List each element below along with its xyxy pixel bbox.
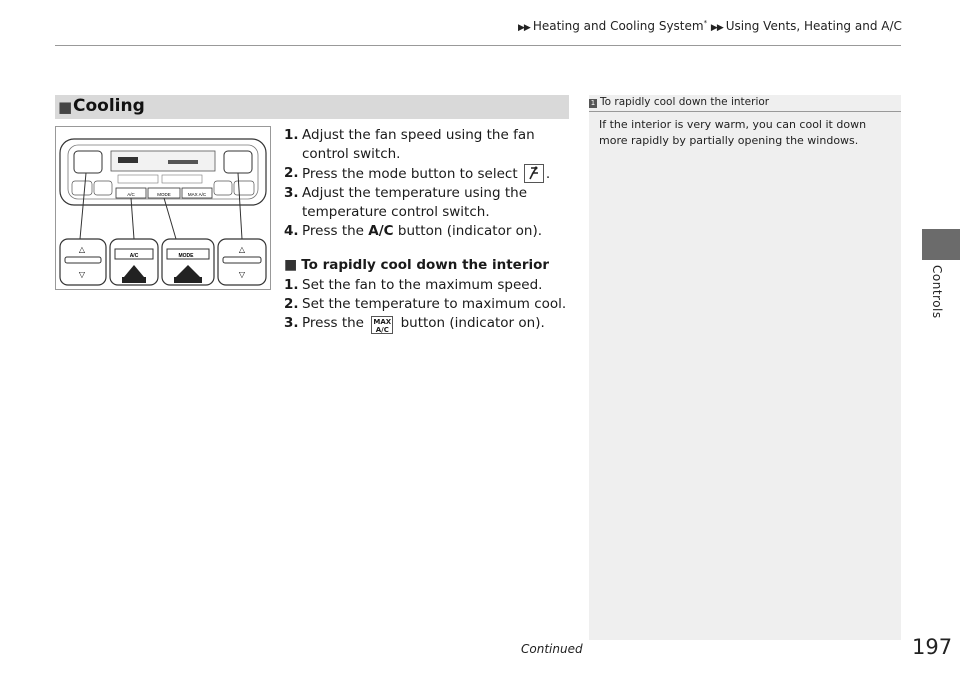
max-ac-icon-bottom: A/C [375,326,389,334]
step-text: Set the fan to the maximum speed. [302,277,543,293]
continued-label: Continued [521,642,583,656]
chapter-label: Controls [930,265,944,319]
step-text: Press the [302,223,369,239]
step-2 [284,164,574,184]
subsection-heading [284,256,574,275]
max-ac-icon-top: MAX [373,318,392,326]
step-text: Adjust the fan speed using the fan control switch. [302,127,535,162]
max-ac-button-label: MAX A/C [187,192,207,197]
step-text-end: button (indicator on). [393,223,543,239]
header-divider [55,45,901,46]
chapter-tab[interactable] [922,229,960,260]
step-text: Press the mode button to select [302,166,522,182]
step-text-end: button (indicator on). [396,315,545,331]
climate-panel-illustration [55,126,271,290]
step-number: 3. [284,185,299,201]
breadcrumb-topic: Using Vents, Heating and A/C [725,19,902,33]
note-title [589,96,901,112]
double-arrow-icon: ▶▶ [710,23,723,33]
instruction-steps [284,126,574,334]
note-panel [589,95,901,640]
ac-button-name: A/C [368,223,394,239]
mode-callout-label: MODE [178,253,194,259]
square-bullet-icon: ■ [58,98,73,116]
step-3 [284,184,574,222]
step-number: 2. [284,296,299,312]
step-number: 1. [284,127,299,143]
max-ac-icon [371,316,393,334]
footnote-mark: * [703,19,708,27]
rapid-step-3 [284,314,574,334]
step-number: 2. [284,165,299,181]
step-text-end: . [545,166,551,182]
subsection-title: To rapidly cool down the interior [301,257,550,273]
section-heading [55,95,569,119]
mode-button-label: MODE [157,192,171,197]
square-bullet-icon: ■ [284,257,298,273]
ac-callout-label: A/C [129,253,139,259]
rapid-step-2 [284,295,574,314]
note-reference-icon: 1 [590,99,596,107]
step-text: Set the temperature to maximum cool. [302,296,567,312]
svg-text:△: △ [78,245,86,254]
note-body: If the interior is very warm, you can cool it down more rapidly by partially opening the windows. [599,118,867,147]
ac-button-label: A/C [127,192,135,197]
svg-text:△: △ [238,245,246,254]
step-number: 1. [284,277,299,293]
step-number: 4. [284,223,299,239]
step-number: 3. [284,315,299,331]
rapid-step-1 [284,276,574,295]
note-title-text: To rapidly cool down the interior [600,96,770,108]
step-1 [284,126,574,164]
vent-mode-icon [524,164,544,183]
page-number: 197 [912,635,953,659]
section-title: Cooling [73,96,145,116]
svg-text:▽: ▽ [78,270,86,279]
climate-panel-drawing [56,127,270,289]
svg-text:▽: ▽ [238,270,246,279]
step-4 [284,222,574,241]
breadcrumb-section: Heating and Cooling System [532,19,704,33]
step-text: Press the [302,315,369,331]
step-text: Adjust the temperature using the temperature control switch. [302,185,527,220]
breadcrumb [518,19,902,33]
double-arrow-icon: ▶▶ [518,23,530,33]
